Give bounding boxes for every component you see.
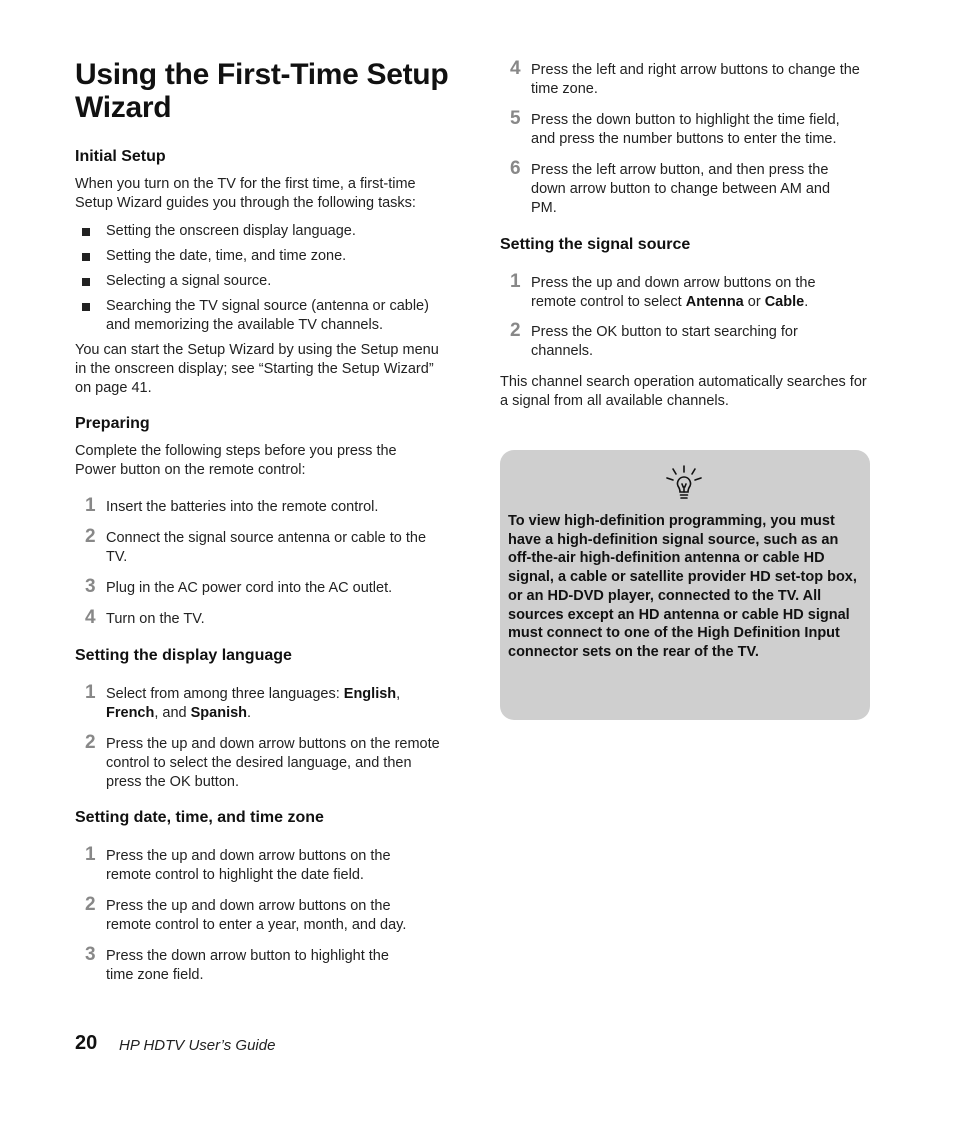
step-text: Press the up and down arrow buttons on the remote control to select the desired language, and then press the OK button.: [106, 736, 440, 790]
step-number: 2: [85, 526, 96, 547]
step-number: 1: [85, 844, 96, 865]
list-item: [85, 944, 416, 985]
bullet-text: Setting the onscreen display language.: [106, 223, 356, 239]
list-item: [85, 607, 436, 629]
step-text: Press the up and down arrow buttons on the remote control to highlight the date field.: [106, 848, 391, 883]
step-number: 2: [85, 732, 96, 753]
list-item: [510, 271, 851, 312]
step-number: 4: [85, 607, 96, 628]
step-number: 2: [510, 320, 521, 341]
list-item: [85, 576, 436, 598]
display-language-heading: Setting the display language: [75, 647, 292, 664]
step-text: Select from among three languages:: [106, 686, 344, 702]
language-french: French: [106, 705, 155, 721]
list-item: [85, 894, 436, 935]
signal-source-outro: This channel search operation automatically searches for a signal from all available channels.: [500, 374, 867, 409]
step-text: Insert the batteries into the remote control.: [106, 499, 379, 515]
step-text: Press the left arrow button, and then press the down arrow button to change between AM and PM.: [531, 162, 831, 216]
initial-setup-intro: When you turn on the TV for the first time, a first-time Setup Wizard guides you through the following tasks:: [75, 176, 416, 211]
bullet-square-icon: [82, 253, 90, 261]
preparing-intro: Complete the following steps before you press the Power button on the remote control:: [75, 443, 397, 478]
list-item: [85, 526, 436, 567]
bullet-text: Setting the date, time, and time zone.: [106, 248, 347, 264]
list-item: [106, 272, 451, 291]
bullet-square-icon: [82, 278, 90, 286]
step-text: Press the down button to highlight the time field, and press the number buttons to enter the time.: [531, 112, 840, 147]
list-item: [106, 297, 451, 335]
source-cable: Cable: [764, 294, 805, 310]
step-number: 6: [510, 158, 521, 179]
list-item: [510, 108, 866, 149]
separator-text: ,: [396, 686, 401, 702]
list-item: [510, 320, 831, 361]
bullet-square-icon: [82, 303, 90, 311]
source-antenna: Antenna: [685, 294, 744, 310]
preparing-heading: Preparing: [75, 415, 150, 432]
bullet-text: Selecting a signal source.: [106, 273, 272, 289]
tip-text: To view high-definition programming, you must have a high-definition signal source, such as an off-the-air high-definition antenna or cable HD signal, a cable or satellite provider HD set-top box, or an HD-DVD player, connected to the TV. All sources except an HD antenna or cable HD signal must connect to one of the High Definition Input connector sets on the rear of the TV.: [508, 513, 857, 660]
step-text: Press the up and down arrow buttons on the remote control to select: [531, 275, 816, 310]
signal-source-heading: Setting the signal source: [500, 236, 691, 253]
step-text: Plug in the AC power cord into the AC outlet.: [106, 580, 393, 596]
step-text: Press the left and right arrow buttons to change the time zone.: [531, 62, 860, 97]
step-text: Press the down arrow button to highlight the time zone field.: [106, 948, 389, 983]
language-spanish: Spanish: [190, 705, 248, 721]
initial-setup-heading: Initial Setup: [75, 148, 166, 165]
date-time-heading: Setting date, time, and time zone: [75, 809, 324, 826]
lightbulb-icon: [664, 464, 704, 504]
guide-title: HP HDTV User’s Guide: [119, 1037, 276, 1054]
list-item: [106, 222, 451, 241]
separator-text: .: [247, 705, 252, 721]
language-english: English: [343, 686, 397, 702]
tip-box: [500, 450, 870, 720]
step-number: 5: [510, 108, 521, 129]
list-item: [85, 495, 436, 517]
list-item: [510, 58, 861, 99]
step-number: 4: [510, 58, 521, 79]
bullet-square-icon: [82, 228, 90, 236]
list-item: [85, 682, 436, 723]
initial-setup-outro: You can start the Setup Wizard by using the Setup menu in the onscreen display; see “Starting the Setup Wizard” on page 41.: [75, 342, 439, 396]
step-number: 1: [85, 682, 96, 703]
separator-text: , and: [154, 705, 191, 721]
step-number: 2: [85, 894, 96, 915]
list-item: [85, 732, 446, 792]
step-number: 1: [85, 495, 96, 516]
page-number: 20: [75, 1032, 98, 1054]
list-item: [85, 844, 426, 885]
step-text: Press the up and down arrow buttons on the remote control to enter a year, month, and day.: [106, 898, 407, 933]
step-text: Press the OK button to start searching for channels.: [531, 324, 798, 359]
step-number: 3: [85, 944, 96, 965]
list-item: [106, 247, 451, 266]
separator-text: .: [804, 294, 809, 310]
step-text: Connect the signal source antenna or cable to the TV.: [106, 530, 427, 565]
list-item: [510, 158, 851, 218]
step-text: Turn on the TV.: [106, 611, 205, 627]
bullet-text: Searching the TV signal source (antenna or cable) and memorizing the available TV channels.: [106, 298, 429, 333]
separator-text: or: [743, 294, 765, 310]
page-title: Using the First-Time Setup Wizard: [75, 58, 449, 124]
step-number: 1: [510, 271, 521, 292]
step-number: 3: [85, 576, 96, 597]
